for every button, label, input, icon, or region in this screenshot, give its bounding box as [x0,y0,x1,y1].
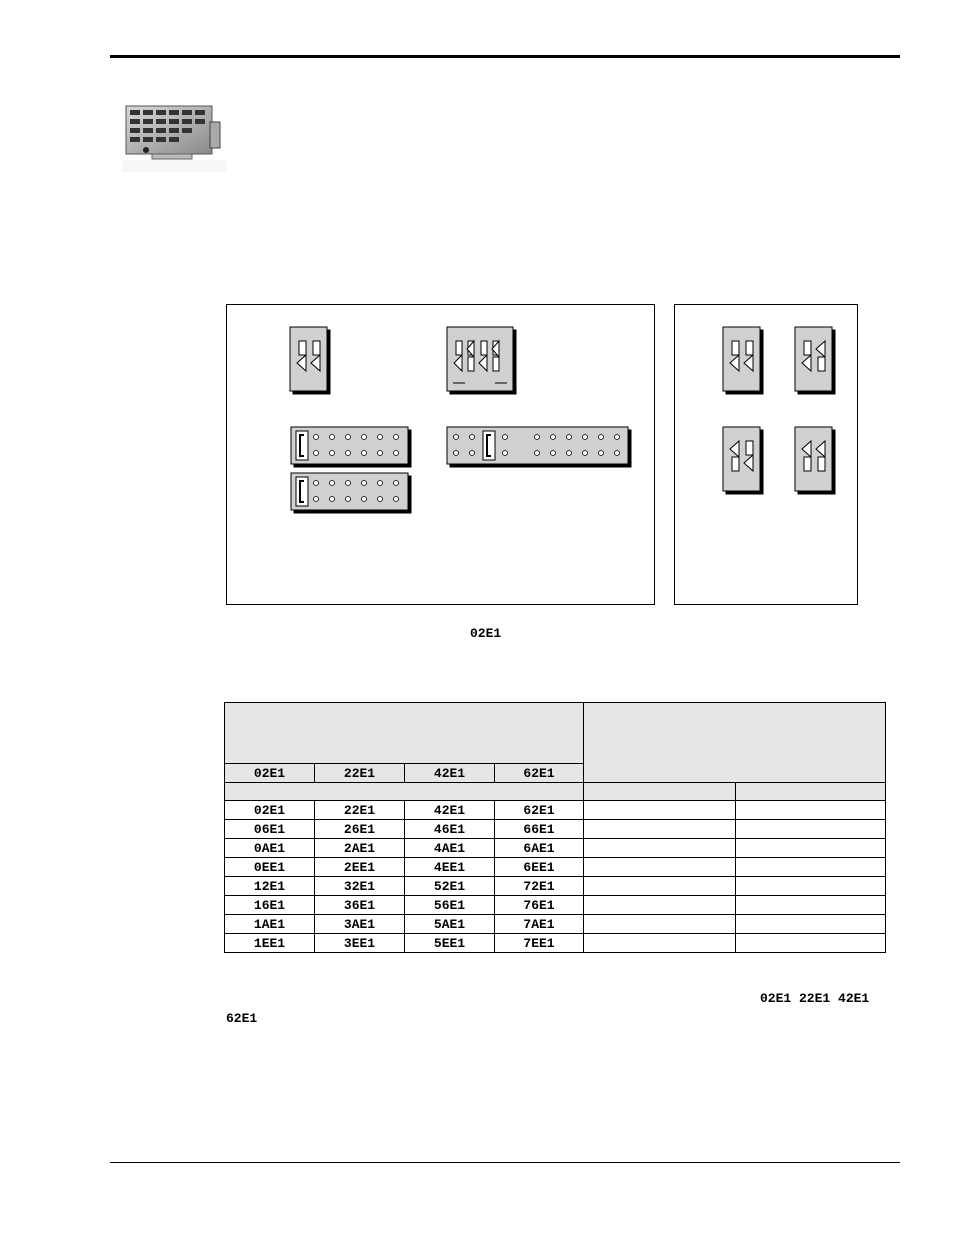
jumper-diagram-left [226,304,655,605]
table-cell: 12E1 [225,877,315,896]
table-cell [584,801,736,820]
table-cell [736,915,886,934]
note-codes-line2: 62E1 [226,1011,258,1026]
table-cell: 56E1 [405,896,495,915]
switch-example-2 [795,327,832,391]
table-cell: 6EE1 [495,858,584,877]
table-row [225,839,886,858]
table-cell [584,839,736,858]
table-cell [736,801,886,820]
note-codes-line1: 02E1 22E1 42E1 [760,991,870,1006]
table-cell: 32E1 [315,877,405,896]
table-cell [584,858,736,877]
table-row [225,934,886,953]
table-cell: 4EE1 [405,858,495,877]
table-cell: 66E1 [495,820,584,839]
table-cell [584,820,736,839]
circuit-board-image [122,100,226,172]
table-row [225,858,886,877]
table-cell: 0EE1 [225,858,315,877]
table-cell [584,915,736,934]
table-cell: 02E1 [225,801,315,820]
table-cell: 22E1 [315,801,405,820]
table-cell: 6AE1 [495,839,584,858]
table-cell: 0AE1 [225,839,315,858]
table-cell: 06E1 [225,820,315,839]
table-cell [736,820,886,839]
jumper-header-1 [291,427,408,464]
header-cell: 02E1 [225,764,315,783]
table-cell: 46E1 [405,820,495,839]
table-cell: 62E1 [495,801,584,820]
table-cell: 36E1 [315,896,405,915]
table-cell: 3AE1 [315,915,405,934]
table-cell [584,877,736,896]
table-cell: 2EE1 [315,858,405,877]
table-cell: 4AE1 [405,839,495,858]
switch-block-b [447,327,513,391]
table-row [225,801,886,820]
table-cell [584,896,736,915]
jumper-diagram-drawing [227,305,654,604]
table-cell: 16E1 [225,896,315,915]
subheader-cell [736,783,886,801]
table-cell: 2AE1 [315,839,405,858]
switch-diagram-right [674,304,858,605]
table-row [225,915,886,934]
table-right-header [584,703,886,783]
switch-block-a [290,327,327,391]
table-cell: 42E1 [405,801,495,820]
table-cell [736,858,886,877]
table-cell [584,934,736,953]
table-cell [736,934,886,953]
switch-example-3 [723,427,760,491]
jumper-header-2 [291,473,408,510]
table-cell: 52E1 [405,877,495,896]
table-row [225,896,886,915]
table-group-header [225,703,584,764]
footer-rule [110,1162,900,1163]
jumper-header-long [447,427,628,464]
table-cell: 7EE1 [495,934,584,953]
address-table [224,702,886,953]
table-row [225,877,886,896]
header-rule [110,55,900,58]
switch-diagram-drawing [675,305,857,604]
table-cell: 1EE1 [225,934,315,953]
table-cell: 7AE1 [495,915,584,934]
table-cell: 5EE1 [405,934,495,953]
table-cell: 5AE1 [405,915,495,934]
table-cell: 72E1 [495,877,584,896]
switch-example-1 [723,327,760,391]
figure-caption-code: 02E1 [470,626,502,641]
table-cell [736,896,886,915]
table-cell: 3EE1 [315,934,405,953]
header-cell: 62E1 [495,764,584,783]
table-cell: 1AE1 [225,915,315,934]
table-cell [736,839,886,858]
table-cell [736,877,886,896]
table-cell: 76E1 [495,896,584,915]
table-row [225,820,886,839]
table-subheader-row [225,783,886,801]
switch-example-4 [795,427,832,491]
subheader-cell [225,783,584,801]
header-cell: 42E1 [405,764,495,783]
header-cell: 22E1 [315,764,405,783]
subheader-cell [584,783,736,801]
table-cell: 26E1 [315,820,405,839]
